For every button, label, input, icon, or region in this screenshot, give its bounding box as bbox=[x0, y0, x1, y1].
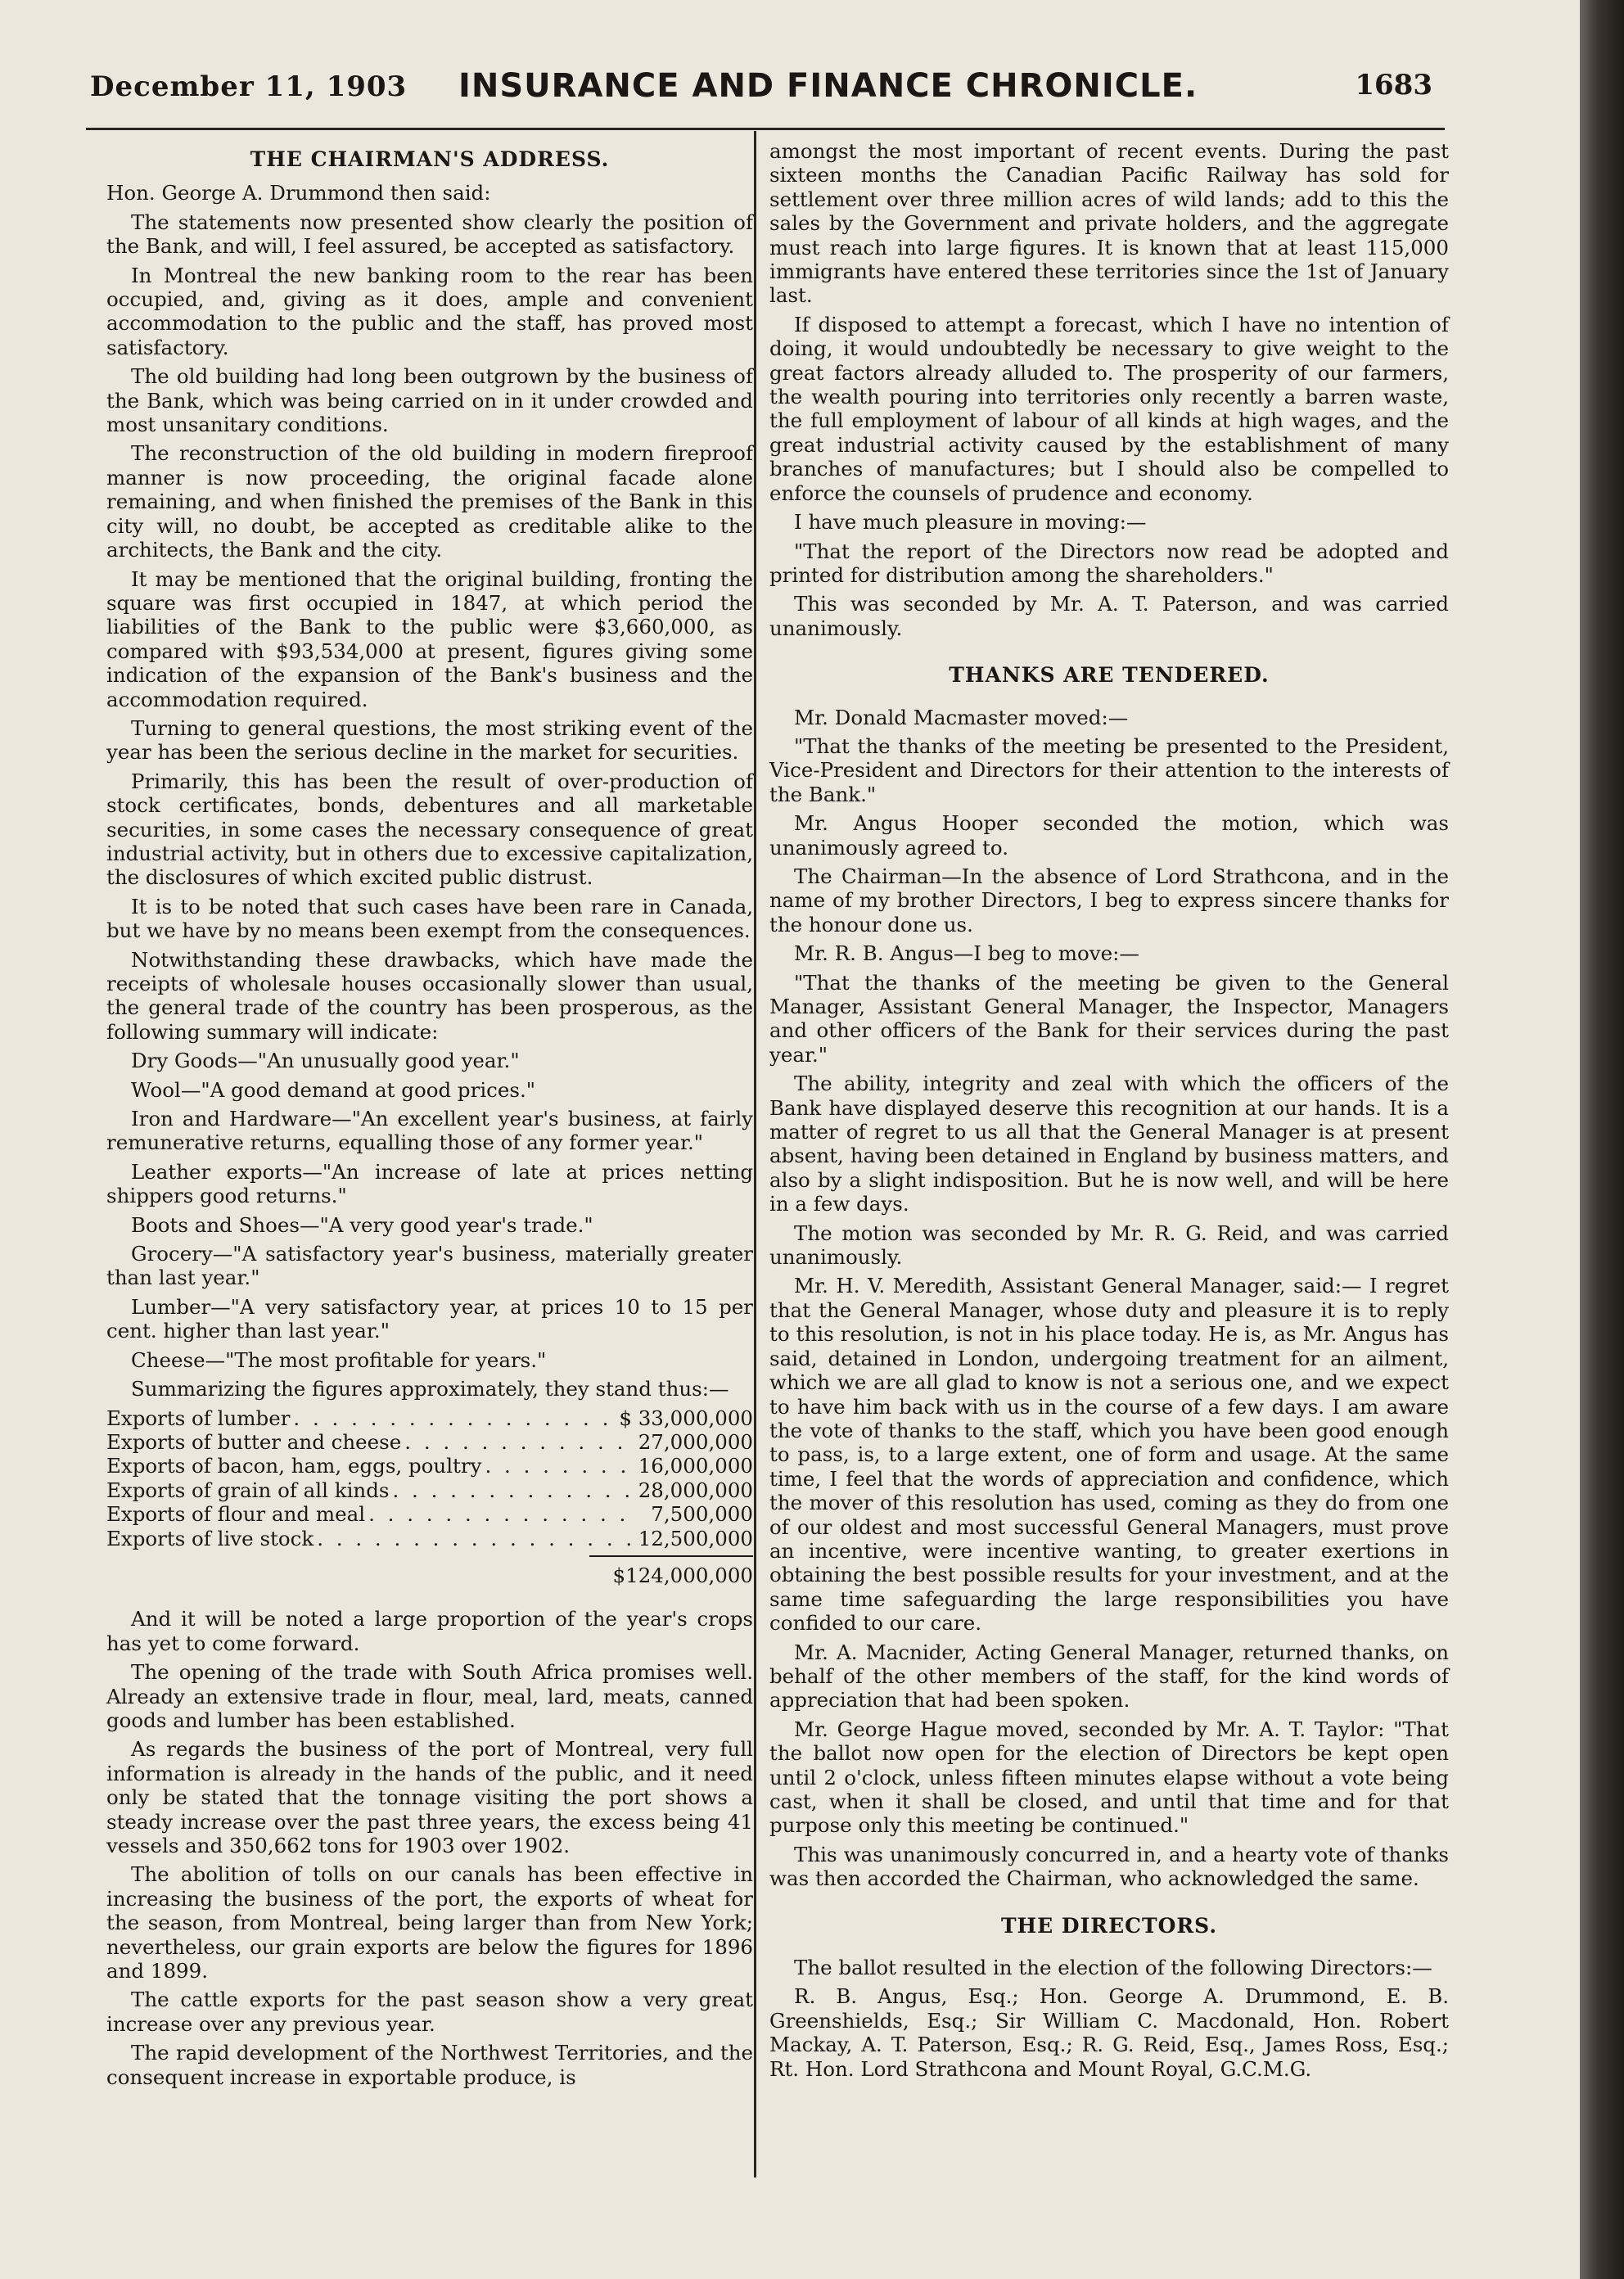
left-column bbox=[106, 139, 753, 2094]
paragraph: I have much pleasure in moving:— bbox=[794, 510, 1147, 535]
paragraph: The ability, integrity and zeal with which the officers of the Bank have displayed deserve this recognition at our hands. It is a matter of regret to us all that the General Manager is at present absent, having been detained in England by business matters, and also by a slight indisposition. But he is now well, and will be here in a few days. bbox=[769, 1072, 1449, 1216]
export-label: Exports of grain of all kinds bbox=[106, 1478, 390, 1502]
section-heading: THE CHAIRMAN'S ADDRESS. bbox=[250, 147, 610, 171]
paragraph: Primarily, this has been the result of over-production of stock certificates, bonds, debentures and all marketable securities, in some cases the necessary consequence of great industrial activity, but in others due to excessive capitalization, the disclosures of which excited public distrust. bbox=[106, 769, 753, 890]
paragraph: And it will be noted a large proportion of the year's crops has yet to come forward. bbox=[106, 1607, 753, 1655]
page-binding-edge bbox=[1580, 0, 1624, 2279]
paragraph: Mr. A. Macnider, Acting General Manager, returned thanks, on behalf of the other members of the staff, for the kind words of appreciation that had been spoken. bbox=[769, 1640, 1449, 1713]
exports-row bbox=[106, 1406, 753, 1430]
section-heading: THANKS ARE TENDERED. bbox=[949, 663, 1270, 688]
paragraph: Grocery—"A satisfactory year's business, materially greater than last year." bbox=[106, 1242, 753, 1290]
publication-title: INSURANCE AND FINANCE CHRONICLE. bbox=[458, 67, 1198, 105]
leader-dots bbox=[401, 1430, 630, 1454]
paragraph: Hon. George A. Drummond then said: bbox=[106, 181, 491, 205]
paragraph: Iron and Hardware—"An excellent year's business, at fairly remunerative returns, equalling those of any former year." bbox=[106, 1107, 753, 1155]
paragraph: As regards the business of the port of Montreal, very full information is already in the hands of the public, and it need only be stated that the tonnage visiting the port shows a steady increase over the past three years, the excess being 41 vessels and 350,662 tons for 1903 over 1902. bbox=[106, 1737, 753, 1857]
paragraph: The motion was seconded by Mr. R. G. Reid, and was carried unanimously. bbox=[769, 1221, 1449, 1270]
leader-dots bbox=[314, 1527, 630, 1550]
paragraph: The old building had long been outgrown by the business of the Bank, which was being carried on in it under crowded and most unsanitary conditions. bbox=[106, 364, 753, 437]
paragraph: Cheese—"The most profitable for years." bbox=[131, 1347, 547, 1372]
export-label: Exports of live stock bbox=[106, 1526, 314, 1550]
exports-row bbox=[106, 1430, 753, 1454]
paragraph: It is to be noted that such cases have been rare in Canada, but we have by no means been exempt from the consequences. bbox=[106, 894, 753, 943]
paragraph: If disposed to attempt a forecast, which I have no intention of doing, it would undoubtedly be necessary to give weight to the great factors already alluded to. The prosperity of our farmers, the wealth pouring into territories only recently a barren waste, the full employment of labour of all kinds at high wages, and the great industrial activity caused by the establishment of many branches of manufactures; but I should also be compelled to enforce the counsels of prudence and economy. bbox=[769, 312, 1449, 505]
leader-dots bbox=[389, 1478, 630, 1502]
exports-row bbox=[106, 1502, 753, 1526]
paragraph: The Chairman—In the absence of Lord Strathcona, and in the name of my brother Directors, I beg to express sincere thanks for the honour done us. bbox=[769, 864, 1449, 936]
paragraph: R. B. Angus, Esq.; Hon. George A. Drummond, E. B. Greenshields, Esq.; Sir William C. Macdonald, Hon. Robert Mackay, A. T. Paterson, Esq.; R. G. Reid, Esq., James Ross, Esq.; Rt. Hon. Lord Strathcona and Mount Royal, G.C.M.G. bbox=[769, 1984, 1449, 2081]
paragraph: This was seconded by Mr. A. T. Paterson, and was carried unanimously. bbox=[769, 592, 1449, 640]
right-column bbox=[769, 139, 1449, 2086]
paragraph: Notwithstanding these drawbacks, which have made the receipts of wholesale houses occasionally slower than usual, the general trade of the country has been prosperous, as the following summary will indicate: bbox=[106, 947, 753, 1044]
export-amount: $ 33,000,000 bbox=[619, 1406, 753, 1430]
export-amount: 27,000,000 bbox=[638, 1429, 753, 1454]
header-rule bbox=[86, 128, 1445, 130]
leader-dots bbox=[481, 1454, 630, 1478]
paragraph: Turning to general questions, the most striking event of the year has been the serious decline in the market for securities. bbox=[106, 715, 753, 765]
paragraph: Dry Goods—"An unusually good year." bbox=[131, 1049, 520, 1073]
export-label: Exports of flour and meal bbox=[106, 1502, 366, 1527]
issue-date: December 11, 1903 bbox=[90, 70, 408, 103]
paragraph: In Montreal the new banking room to the rear has been occupied, and, giving as it does, ample and convenient accommodation to the public and the staff, has proved most satisfactory. bbox=[106, 263, 753, 359]
paragraph: The reconstruction of the old building in modern fireproof manner is now proceeding, the original facade alone remaining, and when finished the premises of the Bank in this city will, no doubt, be accepted as creditable alike to the architects, the Bank and the city. bbox=[106, 441, 753, 562]
paragraph: Mr. George Hague moved, seconded by Mr. A. T. Taylor: "That the ballot now open for the election of Directors be kept open until 2 o'clock, unless fifteen minutes elapse without a vote being cast, when it shall be closed, and until that time and for that purpose only this meeting be continued." bbox=[769, 1717, 1449, 1838]
paragraph: Mr. Donald Macmaster moved:— bbox=[794, 705, 1129, 729]
export-amount: 16,000,000 bbox=[638, 1454, 753, 1478]
paragraph: "That the thanks of the meeting be given to the General Manager, Assistant General Manager, the Inspector, Managers and other officers of the Bank for their services during the past year." bbox=[769, 970, 1449, 1067]
paragraph: This was unanimously concurred in, and a hearty vote of thanks was then accorded the Chairman, who acknowledged the same. bbox=[769, 1842, 1449, 1891]
paragraph: The ballot resulted in the election of the following Directors:— bbox=[794, 1956, 1432, 1980]
export-label: Exports of butter and cheese bbox=[106, 1429, 402, 1454]
paragraph: Lumber—"A very satisfactory year, at prices 10 to 15 per cent. higher than last year." bbox=[106, 1294, 753, 1343]
export-amount: 12,500,000 bbox=[638, 1526, 753, 1550]
paragraph: Wool—"A good demand at good prices." bbox=[131, 1077, 536, 1102]
exports-total: $124,000,000 bbox=[612, 1563, 753, 1587]
paragraph: Mr. Angus Hooper seconded the motion, which was unanimously agreed to. bbox=[769, 811, 1449, 860]
export-label: Exports of bacon, ham, eggs, poultry bbox=[106, 1454, 482, 1478]
paragraph: The statements now presented show clearly the position of the Bank, and will, I feel assured, be accepted as satisfactory. bbox=[106, 210, 753, 259]
paragraph: The opening of the trade with South Africa promises well. Already an extensive trade in flour, meal, lard, meats, canned goods and lumber has been established. bbox=[106, 1660, 753, 1732]
paragraph: amongst the most important of recent events. During the past sixteen months the Canadian Pacific Railway has sold for settlement over three million acres of wild lands; add to this the sales by the Government and private holders, and the aggregate must reach into large figures. It is known that at least 115,000 immigrants have entered these territories since the 1st of January last. bbox=[769, 139, 1449, 308]
export-amount: 7,500,000 bbox=[651, 1502, 753, 1527]
exports-table bbox=[106, 1406, 753, 1588]
page-header bbox=[90, 64, 1432, 113]
paragraph: The rapid development of the Northwest Territories, and the consequent increase in exportable produce, is bbox=[106, 2041, 753, 2089]
paragraph: The abolition of tolls on our canals has been effective in increasing the business of the port, the exports of wheat for the season, from Montreal, being larger than from New York; nevertheless, our grain exports are below the figures for 1896 and 1899. bbox=[106, 1862, 753, 1983]
export-label: Exports of lumber bbox=[106, 1406, 291, 1430]
paragraph: "That the thanks of the meeting be presented to the President, Vice-President and Directors for their attention to the interests of the Bank." bbox=[769, 733, 1449, 806]
paragraph: It may be mentioned that the original building, fronting the square was first occupied in 1847, at which period the liabilities of the Bank to the public were $3,660,000, as compared with $93,534,000 at present, figures giving some indication of the expansion of the Bank's business and the accommodation required. bbox=[106, 566, 753, 711]
leader-dots bbox=[365, 1502, 630, 1526]
paragraph: "That the report of the Directors now read be adopted and printed for distribution among the shareholders." bbox=[769, 539, 1449, 587]
exports-row bbox=[106, 1454, 753, 1478]
paragraph: Leather exports—"An increase of late at prices netting shippers good returns." bbox=[106, 1159, 753, 1208]
paragraph: Mr. H. V. Meredith, Assistant General Manager, said:— I regret that the General Manager, whose duty and pleasure it is to reply to this resolution, is not in his place today. He is, as Mr. Angus has said, detained in London, undergoing treatment for an ailment, which we are all glad to know is not a serious one, and we expect to have him back with us in the course of a few days. I am aware the vote of thanks to the staff, which you have been good enough to pass, is, to a large extent, one of form and usage. At the same time, I feel that the words of appreciation and confidence, which the mover of this resolution has used, coming as they do from one of our oldest and most successful General Managers, must prove an incentive, were incentive wanting, to greater exertions in obtaining the best possible results for your investment, and at the same time safeguarding the large responsibilities you have confided to our care. bbox=[769, 1274, 1449, 1636]
paragraph: The cattle exports for the past season show a very great increase over any previous year. bbox=[106, 1988, 753, 2036]
leader-dots bbox=[290, 1406, 619, 1430]
section-heading: THE DIRECTORS. bbox=[1000, 1913, 1218, 1938]
export-amount: 28,000,000 bbox=[638, 1478, 753, 1502]
paragraph: Boots and Shoes—"A very good year's trade." bbox=[131, 1212, 593, 1237]
page-number: 1683 bbox=[1355, 69, 1432, 102]
exports-row bbox=[106, 1527, 753, 1550]
paragraph: Summarizing the figures approximately, they stand thus:— bbox=[131, 1377, 729, 1401]
column-divider bbox=[754, 131, 756, 2177]
exports-row bbox=[106, 1478, 753, 1502]
total-rule bbox=[589, 1555, 753, 1557]
paragraph: Mr. R. B. Angus—I beg to move:— bbox=[794, 941, 1139, 966]
